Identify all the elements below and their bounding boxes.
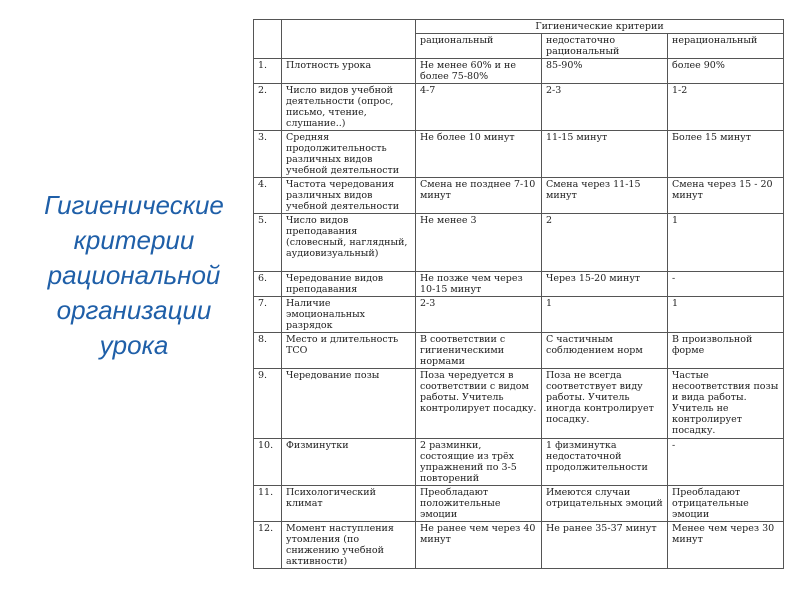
table-row bbox=[254, 297, 784, 333]
table-row bbox=[254, 439, 784, 486]
table-row bbox=[254, 486, 784, 522]
row-insufficient: 2-3 bbox=[542, 84, 668, 131]
table-row bbox=[254, 214, 784, 272]
slide-title bbox=[18, 188, 250, 363]
table-row bbox=[254, 333, 784, 369]
row-number: 3. bbox=[254, 131, 282, 178]
table-row bbox=[254, 272, 784, 297]
row-irrational: - bbox=[668, 272, 784, 297]
table-header-row bbox=[254, 20, 784, 34]
row-insufficient: Поза не всегда соответствует виду работы. Учитель иногда контролирует посадку. bbox=[542, 369, 668, 439]
header-rational: рациональный bbox=[416, 34, 542, 59]
row-insufficient: Смена через 11-15 минут bbox=[542, 178, 668, 214]
row-irrational: Частые несоответствия позы и вида работы. Учитель не контролирует посадку. bbox=[668, 369, 784, 439]
row-criterion: Число видов преподавания (словесный, наглядный, аудиовизуальный) bbox=[282, 214, 416, 272]
row-criterion: Средняя продолжительность различных видов учебной деятельности bbox=[282, 131, 416, 178]
header-insufficient: недостаточно рациональный bbox=[542, 34, 668, 59]
row-rational: Не менее 60% и не более 75-80% bbox=[416, 59, 542, 84]
row-rational: 2-3 bbox=[416, 297, 542, 333]
criteria-table bbox=[253, 19, 784, 569]
row-irrational: Менее чем через 30 минут bbox=[668, 522, 784, 569]
row-insufficient: Через 15-20 минут bbox=[542, 272, 668, 297]
row-number: 11. bbox=[254, 486, 282, 522]
slide-title-line: организации bbox=[56, 295, 212, 325]
row-number: 10. bbox=[254, 439, 282, 486]
row-irrational: 1 bbox=[668, 214, 784, 272]
table-row bbox=[254, 84, 784, 131]
row-criterion: Частота чередования различных видов учебной деятельности bbox=[282, 178, 416, 214]
row-number: 5. bbox=[254, 214, 282, 272]
row-number: 9. bbox=[254, 369, 282, 439]
row-irrational: Более 15 минут bbox=[668, 131, 784, 178]
row-criterion: Чередование видов преподавания bbox=[282, 272, 416, 297]
slide-title-line: критерии bbox=[73, 225, 195, 255]
row-number: 4. bbox=[254, 178, 282, 214]
row-rational: Преобладают положительные эмоции bbox=[416, 486, 542, 522]
row-criterion: Момент наступления утомления (по снижению учебной активности) bbox=[282, 522, 416, 569]
row-insufficient: С частичным соблюдением норм bbox=[542, 333, 668, 369]
row-number: 7. bbox=[254, 297, 282, 333]
slide-title-line: Гигиенические bbox=[44, 190, 224, 220]
header-irrational: нерациональный bbox=[668, 34, 784, 59]
row-irrational: Смена через 15 - 20 минут bbox=[668, 178, 784, 214]
row-rational: В соответствии с гигиеническими нормами bbox=[416, 333, 542, 369]
row-irrational: более 90% bbox=[668, 59, 784, 84]
row-insufficient: 1 bbox=[542, 297, 668, 333]
table-row bbox=[254, 369, 784, 439]
row-criterion: Чередование позы bbox=[282, 369, 416, 439]
row-criterion: Психологический климат bbox=[282, 486, 416, 522]
row-number: 1. bbox=[254, 59, 282, 84]
table-row bbox=[254, 59, 784, 84]
slide-title-line: урока bbox=[99, 330, 169, 360]
row-irrational: Преобладают отрицательные эмоции bbox=[668, 486, 784, 522]
row-number: 6. bbox=[254, 272, 282, 297]
row-number: 12. bbox=[254, 522, 282, 569]
row-rational: Не ранее чем через 40 минут bbox=[416, 522, 542, 569]
header-criterion-cell bbox=[282, 20, 416, 59]
slide-title-line: рациональной bbox=[47, 260, 221, 290]
row-insufficient: 11-15 минут bbox=[542, 131, 668, 178]
row-rational: Не позже чем через 10-15 минут bbox=[416, 272, 542, 297]
header-group-cell: Гигиенические критерии bbox=[416, 20, 784, 34]
row-rational: 4-7 bbox=[416, 84, 542, 131]
row-irrational: 1 bbox=[668, 297, 784, 333]
row-criterion: Плотность урока bbox=[282, 59, 416, 84]
table-row bbox=[254, 522, 784, 569]
table-row bbox=[254, 178, 784, 214]
row-irrational: В произвольной форме bbox=[668, 333, 784, 369]
row-irrational: 1-2 bbox=[668, 84, 784, 131]
row-number: 2. bbox=[254, 84, 282, 131]
row-number: 8. bbox=[254, 333, 282, 369]
row-rational: 2 разминки, состоящие из трёх упражнений по 3-5 повторений bbox=[416, 439, 542, 486]
row-rational: Поза чередуется в соответствии с видом работы. Учитель контролирует посадку. bbox=[416, 369, 542, 439]
row-rational: Смена не позднее 7-10 минут bbox=[416, 178, 542, 214]
row-rational: Не более 10 минут bbox=[416, 131, 542, 178]
row-criterion: Место и длительность ТСО bbox=[282, 333, 416, 369]
row-insufficient: 85-90% bbox=[542, 59, 668, 84]
row-criterion: Число видов учебной деятельности (опрос, письмо, чтение, слушание..) bbox=[282, 84, 416, 131]
row-criterion: Наличие эмоциональных разрядок bbox=[282, 297, 416, 333]
row-insufficient: 2 bbox=[542, 214, 668, 272]
table-body bbox=[254, 59, 784, 569]
header-num-cell bbox=[254, 20, 282, 59]
row-insufficient: 1 физминутка недостаточной продолжительности bbox=[542, 439, 668, 486]
row-criterion: Физминутки bbox=[282, 439, 416, 486]
row-irrational: - bbox=[668, 439, 784, 486]
row-insufficient: Имеются случаи отрицательных эмоций bbox=[542, 486, 668, 522]
row-rational: Не менее 3 bbox=[416, 214, 542, 272]
table-row bbox=[254, 131, 784, 178]
row-insufficient: Не ранее 35-37 минут bbox=[542, 522, 668, 569]
